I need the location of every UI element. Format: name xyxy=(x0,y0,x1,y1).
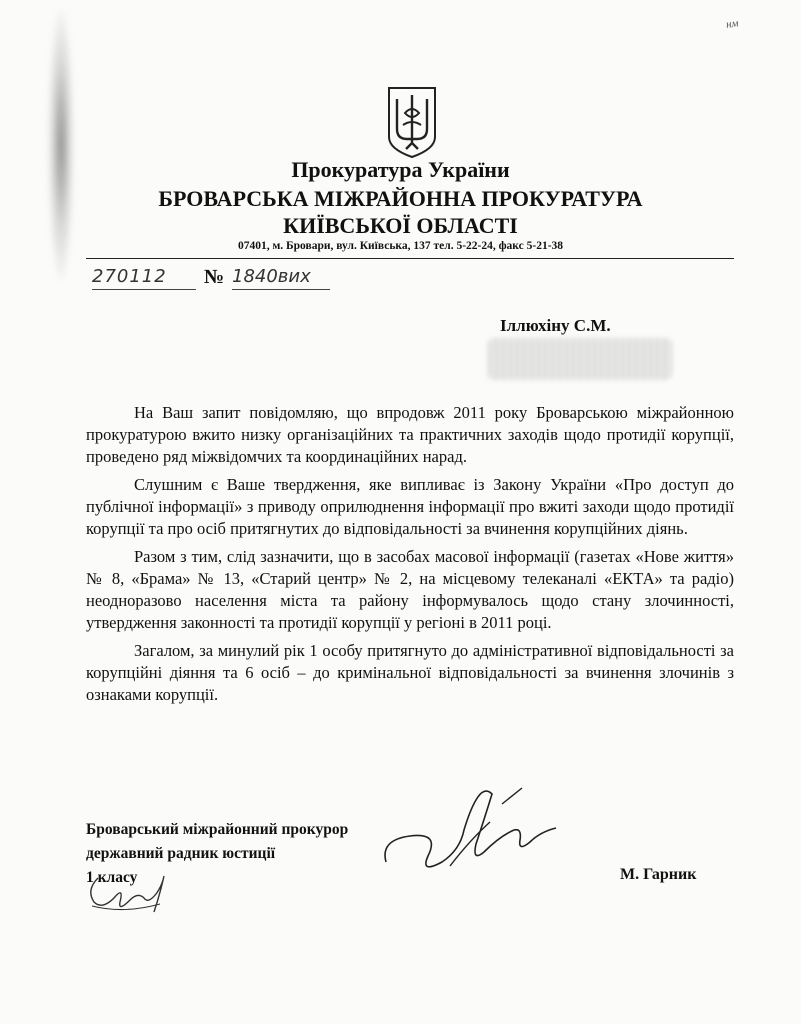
handwritten-signature xyxy=(380,770,580,890)
recipient-name: Іллюхіну С.М. xyxy=(500,316,611,335)
registration-date: 270112 xyxy=(92,265,196,290)
body-paragraph: На Ваш запит повідомляю, що впродовж 2011 року Броварською міжрайонною прокуратурою вжито низку організаційних та практичних заходів щодо протидії корупції, проведено ряд міжвідомчих та координаційних нарад. xyxy=(86,403,734,466)
corner-note: нм xyxy=(725,17,740,31)
handwritten-initials xyxy=(84,868,170,916)
registration-number-label: № xyxy=(204,266,225,288)
signatory-title-line2: державний радник юстиції xyxy=(86,845,276,862)
letter-body xyxy=(86,402,734,712)
org-address: 07401, м. Бровари, вул. Київська, 137 тел. 5-22-24, факс 5-21-38 xyxy=(237,240,564,252)
redacted-address xyxy=(488,338,672,380)
body-paragraph: Слушним є Ваше твердження, яке випливає із Закону України «Про доступ до публічної інформації» з приводу оприлюднення інформації про вжиті заходи щодо протидії корупції та про осіб притягнутих до відповідальності за вчинення корупційних діянь. xyxy=(86,475,734,538)
header-divider xyxy=(86,258,734,259)
trident-emblem-icon xyxy=(385,85,439,159)
signatory-name: М. Гарник xyxy=(620,866,697,883)
org-title-line1: Прокуратура України xyxy=(291,157,510,182)
signatory-title-line1: Броварський міжрайонний прокурор xyxy=(86,821,349,838)
body-paragraph: Разом з тим, слід зазначити, що в засобах масової інформації (газетах «Нове життя» № 8, «Брама» № 13, «Старий центр» № 2, на місцевому телеканалі «ЕКТА» та радіо) неодноразово населення міста та району інформувалось щодо стану злочинності, утвердження законності та протидії корупції у регіоні в 2011 році. xyxy=(86,547,734,632)
org-title-line3: КИЇВСЬКОЇ ОБЛАСТІ xyxy=(283,213,518,238)
org-title-line2: БРОВАРСЬКА МІЖРАЙОННА ПРОКУРАТУРА xyxy=(158,186,643,211)
body-paragraph: Загалом, за минулий рік 1 особу притягнуто до адміністративної відповідальності за корупційні діяння та 6 осіб – до кримінальної відповідальності за вчинення злочинів з ознаками корупції. xyxy=(86,641,734,704)
signatory-title-line3: 1 класу xyxy=(86,869,138,886)
registration-number: 1840вих xyxy=(232,265,330,290)
